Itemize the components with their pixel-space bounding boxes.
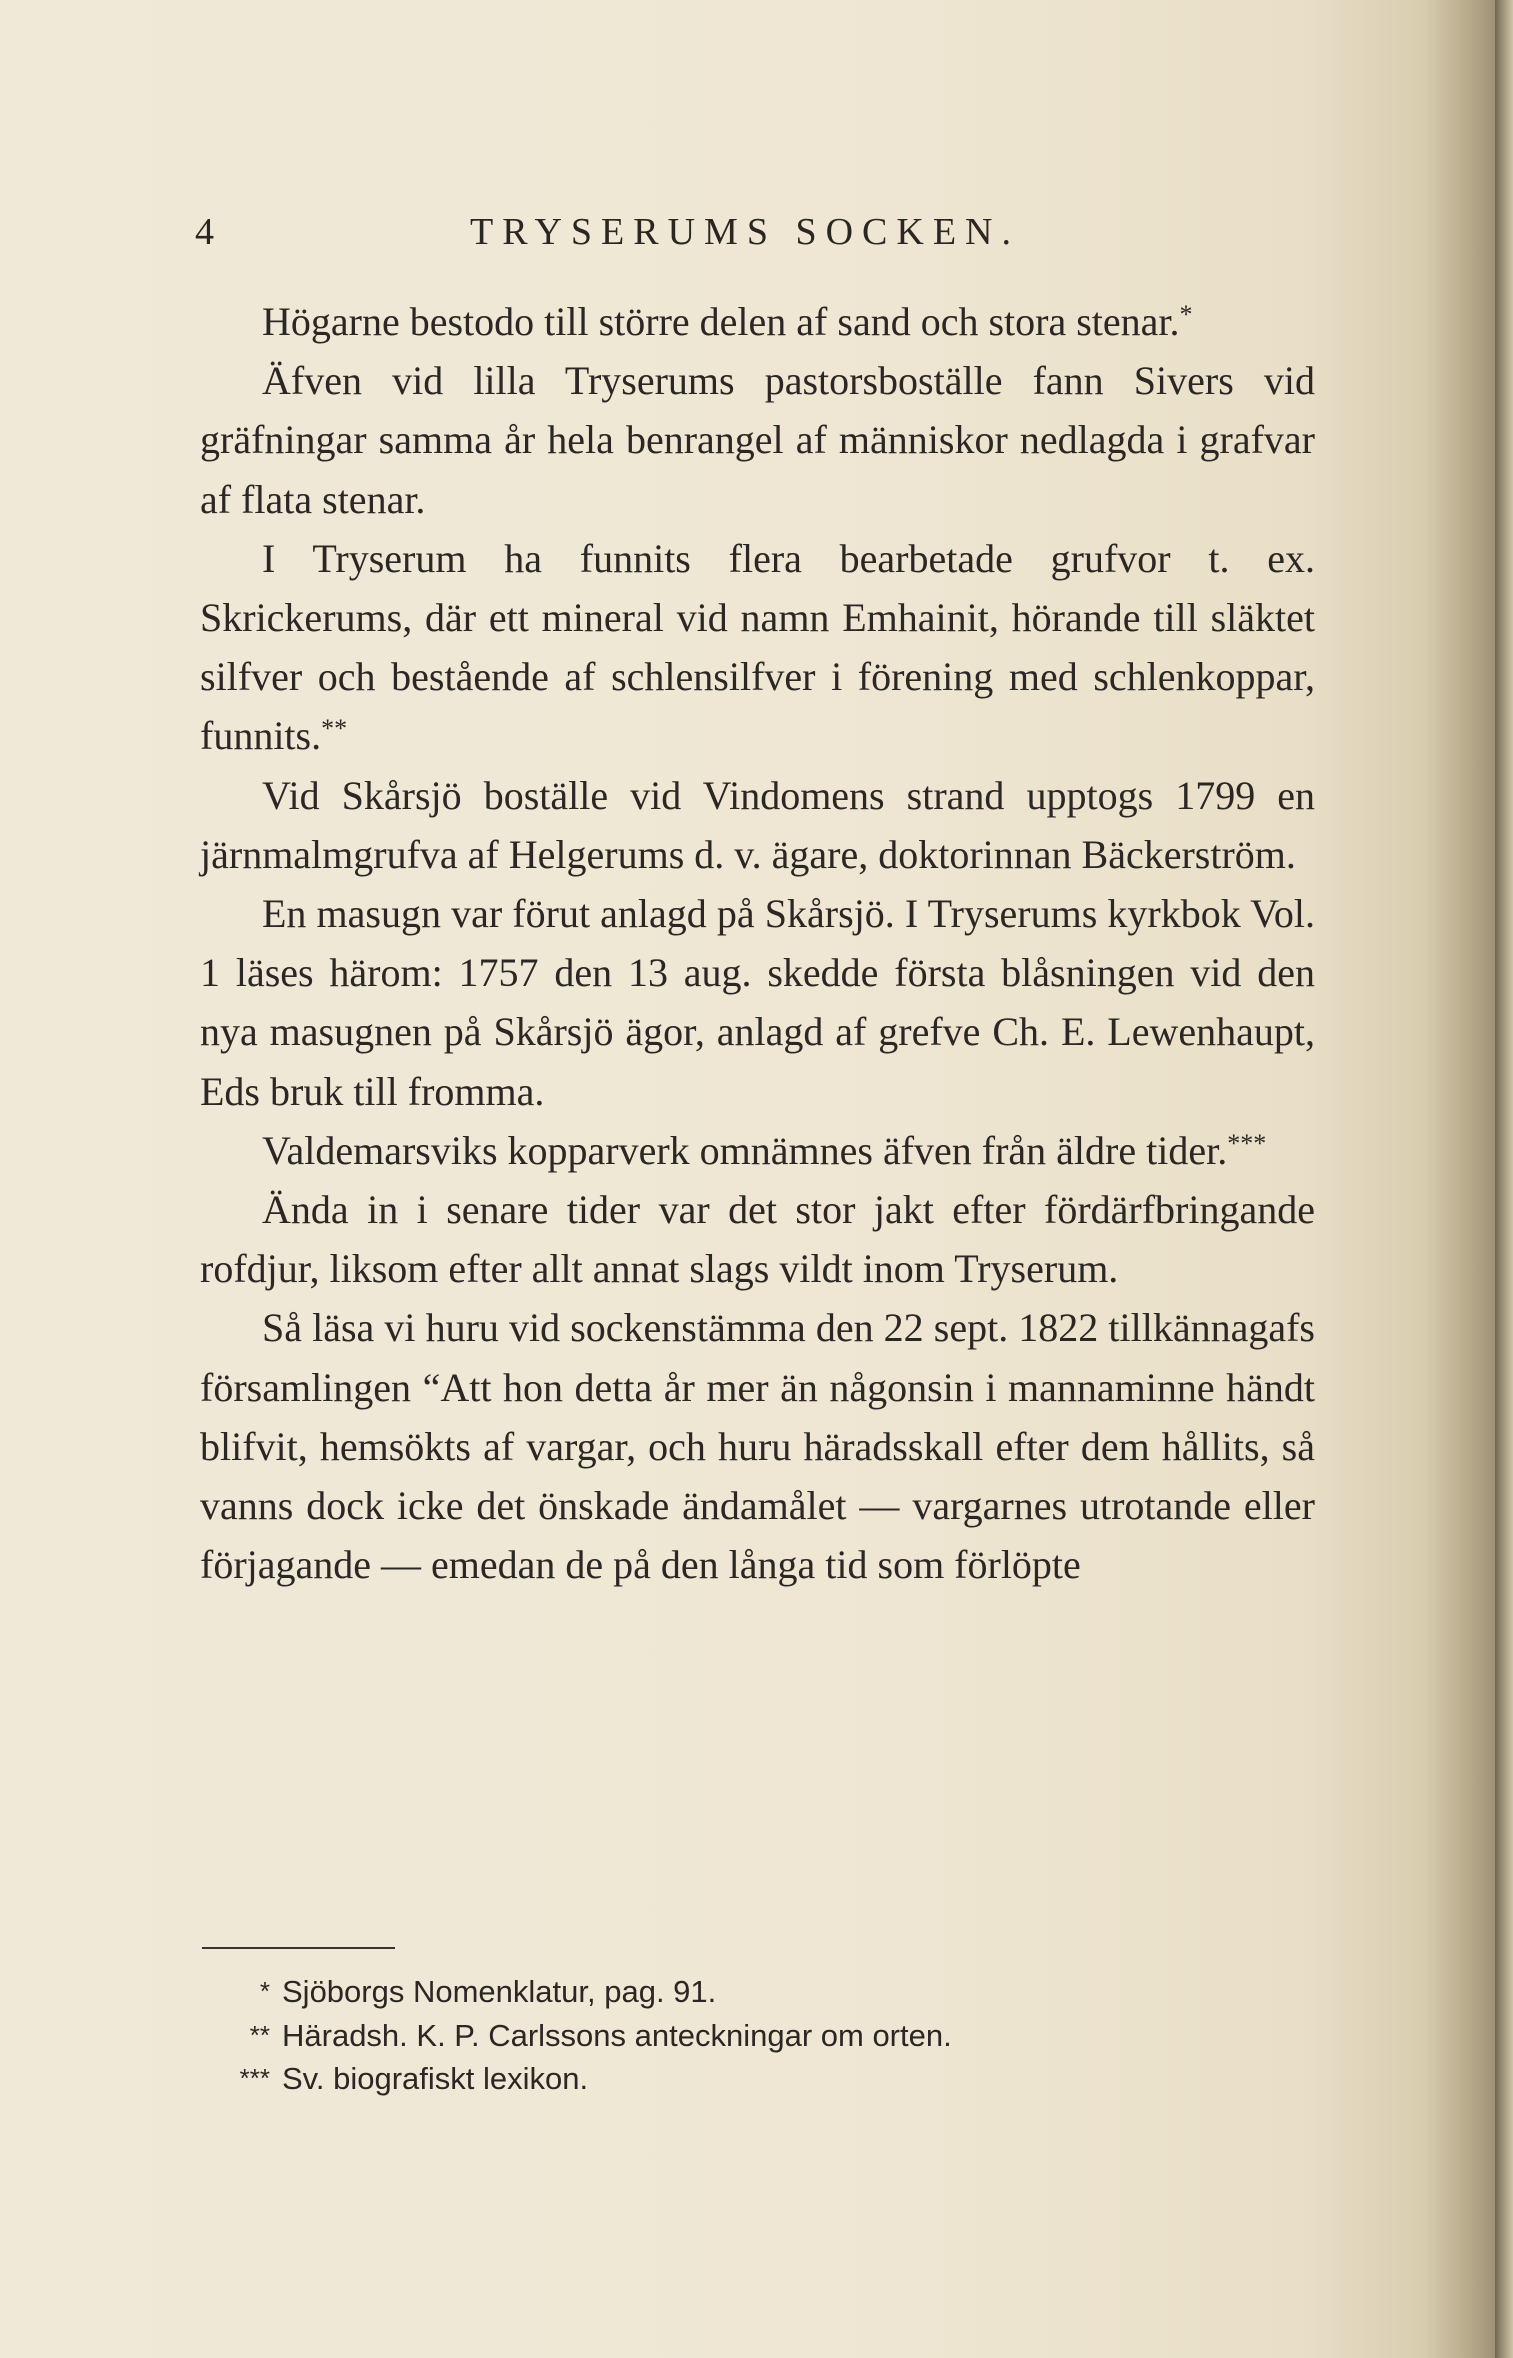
footnote [200,1970,1200,2014]
paragraph: Valdemarsviks kopparverk omnämnes äfven från äldre tider.*** [262,1127,1267,1173]
footnote-text: Sv. biografiskt lexikon. [282,2061,589,2096]
paragraph: Högarne bestodo till större delen af sand och stora stenar.* [262,299,1193,344]
footnote-divider [202,1947,395,1949]
paragraph: En masugn var förut anlagd på Skårsjö. I Tryserums kyrkbok Vol. 1 läses härom: 1757 den 13 aug. skedde första blåsningen vid den nya masugnen på Skårsjö ägor, anlagd af grefve Ch. E. Lewenhaupt, Eds bruk till fromma. [200,891,1315,1114]
paragraph: Äfven vid lilla Tryserums pastorsboställe fann Sivers vid gräfningar samma år hela benrangel af människor nedlagda i grafvar af flata stenar. [200,358,1315,522]
paragraph: I Tryserum ha funnits flera bearbetade grufvor t. ex. Skrickerums, där ett mineral vid namn Emhainit, hörande till släktet silfver och bestående af schlensilfver i förening med schlenkoppar, funnits.** [200,535,1315,759]
footnote [200,2057,1200,2101]
paragraph: Vid Skårsjö boställe vid Vindomens strand upptogs 1799 en järnmalmgrufva af Helgerums d. v. ägare, doktorinnan Bäckerström. [200,772,1315,877]
page-header [195,210,1325,270]
footnote-text: Häradsh. K. P. Carlssons anteckningar om orten. [282,2017,952,2053]
paragraph: Ända in i senare tider var det stor jakt efter fördärfbringande rofdjur, liksom efter allt annat slags vildt inom Tryserum. [200,1187,1315,1292]
page-number: 4 [195,211,214,253]
running-head: TRYSERUMS SOCKEN. [470,211,1020,253]
footnote-text: Sjöborgs Nomenklatur, pag. 91. [282,1974,717,2009]
body-text [200,292,1315,1594]
footnote-mark: ** [249,2019,270,2050]
footnote-ref: *** [1227,1128,1267,1158]
footnote-mark: *** [239,2063,270,2093]
page-edge-shadow [1495,0,1513,2358]
footnote-ref: * [1179,300,1193,329]
footnote-ref: ** [321,714,348,744]
paragraph: Så läsa vi huru vid sockenstämma den 22 sept. 1822 tillkännagafs församlingen “Att hon detta år mer än någonsin i mannaminne händt blifvit, hemsökts af vargar, och huru häradsskall efter dem hållits, så vanns dock icke det önskade ändamålet — vargarnes utrotande eller förjagande — emedan de på den långa tid som förlöpte [200,1305,1315,1588]
footnote [200,2014,1200,2058]
footnotes [200,1970,1200,2101]
footnote-mark: * [259,1976,270,2006]
